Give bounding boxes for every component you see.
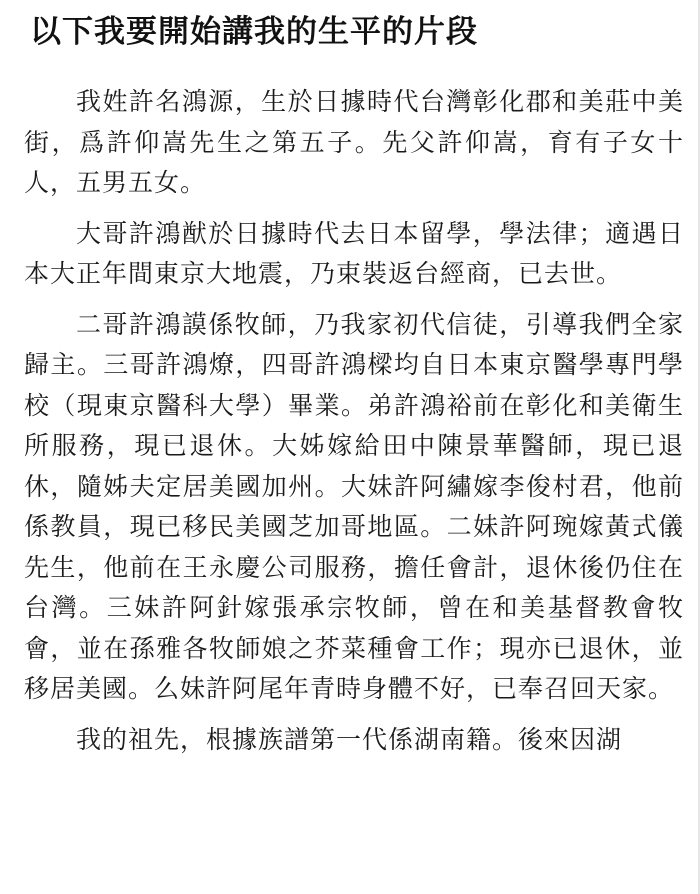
paragraph-siblings: 二哥許鴻謨係牧師，乃我家初代信徒，引導我們全家歸主。三哥許鴻燎，四哥許鴻樑均自日本東京醫學專門學校（現東京醫科大學）畢業。弟許鴻裕前在彰化和美衛生所服務，現已退休。大姊嫁給田中陳景華醫師，現已退休，隨姊夫定居美國加州。大妹許阿繡嫁李俊村君，他前係教員，現已移民美國芝加哥地區。二妹許阿琬嫁黃式儀先生，他前在王永慶公司服務，擔任會計，退休後仍住在台灣。三妹許阿針嫁張承宗牧師，曾在和美基督教會牧會，並在孫雅各牧師娘之芥菜種會工作；現亦已退休，並移居美國。么妹許阿尾年青時身體不好，已奉召回天家。 <box>24 309 684 703</box>
paragraph-ancestors: 我的祖先，根據族譜第一代係湖南籍。後來因湖 <box>76 724 623 754</box>
paragraph-eldest-brother: 大哥許鴻猷於日據時代去日本留學，學法律；適遇日本大正年間東京大地震，乃束裝返台經商，已去世。 <box>24 218 684 288</box>
page-title: 以下我要開始講我的生平的片段 <box>30 14 478 50</box>
body-text <box>24 82 684 770</box>
paragraph-family-intro: 我姓許名鴻源，生於日據時代台灣彰化郡和美莊中美街，爲許仰嵩先生之第五子。先父許仰嵩，育有子女十人，五男五女。 <box>24 87 684 197</box>
